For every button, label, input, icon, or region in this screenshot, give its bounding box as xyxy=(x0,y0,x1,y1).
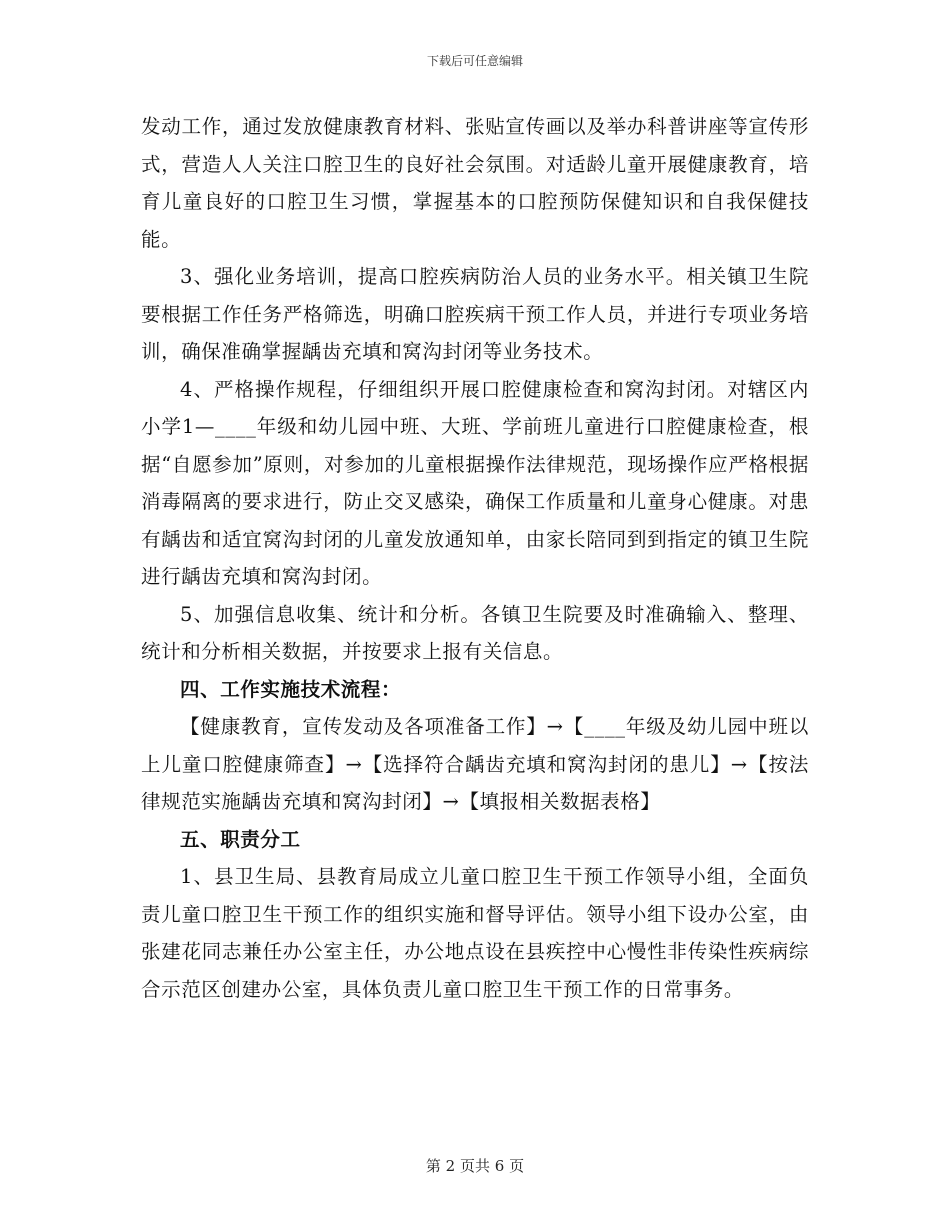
section-heading-4: 四、工作实施技术流程： xyxy=(180,677,402,701)
document-body xyxy=(141,108,809,1008)
paragraph-item-4: 4、严格操作规程，仔细组织开展口腔健康检查和窝沟封闭。对辖区内小学1—____年级和幼儿园中班、大班、学前班儿童进行口腔健康检查，根据“自愿参加”原则，对参加的儿童根据操作法律规范，现场操作应严格根据消毒隔离的要求进行，防止交叉感染，确保工作质量和儿童身心健康。对患有龋齿和适宜窝沟封闭的儿童发放通知单，由家长陪同到到指定的镇卫生院进行龋齿充填和窝沟封闭。 xyxy=(141,377,809,588)
paragraph-item-5: 5、加强信息收集、统计和分析。各镇卫生院要及时准确输入、整理、统计和分析相关数据，并按要求上报有关信息。 xyxy=(141,602,809,663)
paragraph-workflow: 【健康教育，宣传发动及各项准备工作】→【____年级及幼儿园中班以上儿童口腔健康筛查】→【选择符合龋齿充填和窝沟封闭的患儿】→【按法律规范实施龋齿充填和窝沟封闭】→【填报相关数据表格】 xyxy=(141,715,809,813)
page-header: 下载后可任意编辑 xyxy=(426,54,523,68)
page-footer: 第 2 页共 6 页 xyxy=(425,1157,525,1175)
section-heading-5: 五、职责分工 xyxy=(180,827,301,851)
paragraph-item-3: 3、强化业务培训，提高口腔疾病防治人员的业务水平。相关镇卫生院要根据工作任务严格筛选，明确口腔疾病干预工作人员，并进行专项业务培训，确保准确掌握龋齿充填和窝沟封闭等业务技术。 xyxy=(141,265,809,363)
paragraph-responsibility-1: 1、县卫生局、县教育局成立儿童口腔卫生干预工作领导小组，全面负责儿童口腔卫生干预工作的组织实施和督导评估。领导小组下设办公室，由张建花同志兼任办公室主任，办公地点设在县疾控中心慢性非传染性疾病综合示范区创建办公室，具体负责儿童口腔卫生干预工作的日常事务。 xyxy=(141,865,809,1001)
paragraph-continuation: 发动工作，通过发放健康教育材料、张贴宣传画以及举办科普讲座等宣传形式，营造人人关注口腔卫生的良好社会氛围。对适龄儿童开展健康教育，培育儿童良好的口腔卫生习惯，掌握基本的口腔预防保健知识和自我保健技能。 xyxy=(141,115,809,251)
